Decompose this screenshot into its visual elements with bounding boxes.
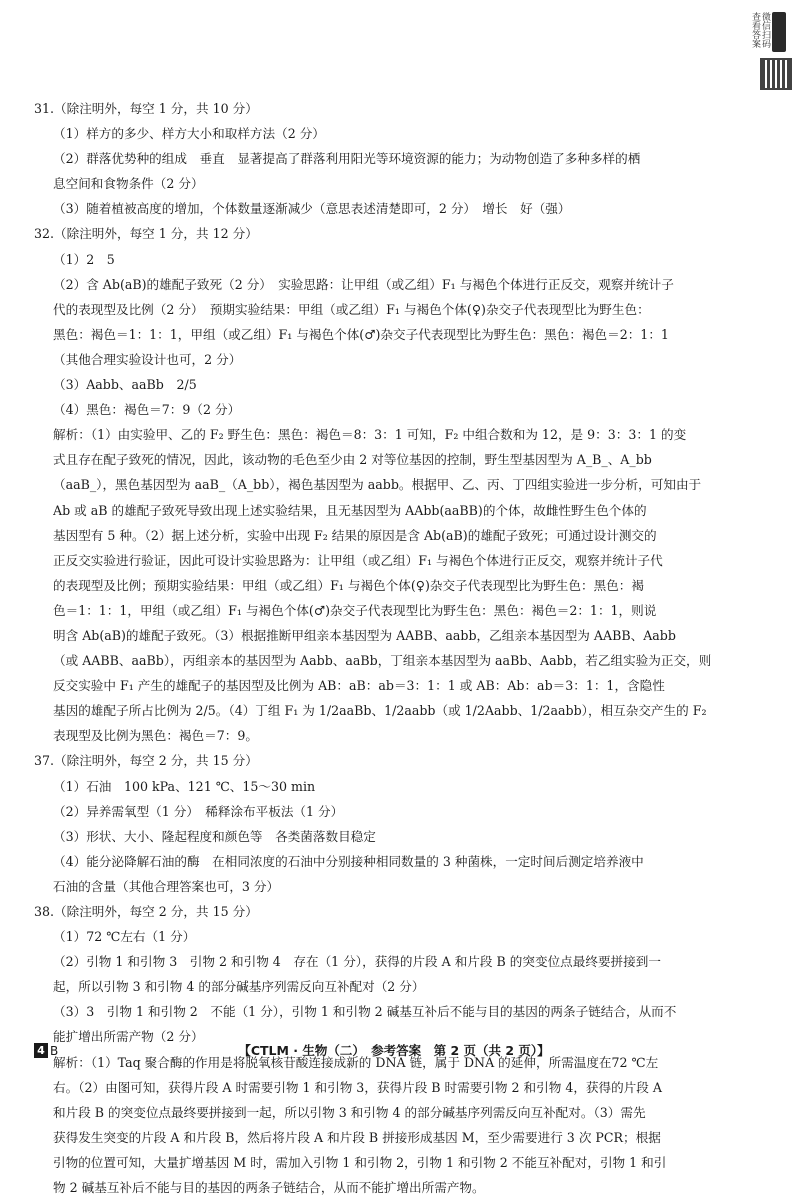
answer-line: 反交实验中 F₁ 产生的雄配子的基因型及比例为 AB：aB：ab＝3：1：1 或 AB：Ab：ab＝3：1：1，含隐性: [53, 678, 665, 694]
answer-line: （3）3 引物 1 和引物 2 不能（1 分），引物 1 和引物 2 碱基互补后不能与目的基因的两条子链结合，从而不: [53, 1004, 677, 1020]
answer-line: （3）随着植被高度的增加，个体数量逐渐减少（意思表述清楚即可，2 分） 增长 好（强）: [53, 201, 571, 217]
answer-line: （1）2 5: [53, 251, 115, 267]
answer-line: （1）72 ℃左右（1 分）: [53, 929, 196, 945]
answer-line: 表现型及比例为黑色：褐色＝7：9。: [53, 728, 258, 744]
page-info: 【CTLM · 生物（二） 参考答案 第 2 页（共 2 页）】: [238, 1043, 550, 1058]
answer-line: 解析：（1）由实验甲、乙的 F₂ 野生色：黑色：褐色＝8：3：1 可知，F₂ 中组合数和为 12，是 9：3：3：1 的变: [53, 427, 687, 443]
qr-caption: 微信扫码查看答案: [750, 12, 770, 48]
answer-line: 物 2 碱基互补后不能与目的基因的两条子链结合，从而不能扩增出所需产物。: [53, 1180, 485, 1196]
question-heading: 31.（除注明外，每空 1 分，共 10 分）: [34, 101, 258, 116]
question-heading: 37.（除注明外，每空 2 分，共 15 分）: [34, 753, 258, 769]
answer-line: 获得发生突变的片段 A 和片段 B，然后将片段 A 和片段 B 拼接形成基因 M，至少需要进行 3 次 PCR；根据: [53, 1129, 661, 1145]
answer-line: 解析：（1）Taq 聚合酶的作用是将脱氧核苷酸连接成新的 DNA 链，属于 DNA 的延伸，所需温度在72 ℃左: [53, 1054, 659, 1070]
answer-line: Ab 或 aB 的雄配子致死导致出现上述实验结果，且无基因型为 AAbb(aaBB)的个体，故雌性野生色个体的: [53, 502, 647, 518]
qr-code-icon[interactable]: [760, 58, 792, 90]
answer-line: （4）能分泌降解石油的酶 在相同浓度的石油中分别接种相同数量的 3 种菌株，一定时间后测定培养液中: [53, 853, 644, 869]
answer-line: 和片段 B 的突变位点最终要拼接到一起，所以引物 3 和引物 4 的部分碱基序列需反向互补配对。（3）需先: [53, 1104, 646, 1120]
question-heading: 38.（除注明外，每空 2 分，共 15 分）: [34, 904, 258, 919]
version-badge: 4: [34, 1043, 48, 1058]
answer-line: 息空间和食物条件（2 分）: [53, 176, 204, 192]
answer-line: 代的表现型及比例（2 分） 预期实验结果：甲组（或乙组）F₁ 与褐色个体(♀)杂交子代表现型比为野生色：: [53, 301, 650, 317]
answer-line: 起，所以引物 3 和引物 4 的部分碱基序列需反向互补配对（2 分）: [53, 979, 425, 995]
answer-line: 式且存在配子致死的情况，因此，该动物的毛色至少由 2 对等位基因的控制，野生型基因型为 A_B_、A_bb: [53, 452, 652, 468]
answer-line: 正反交实验进行验证，因此可设计实验思路为：让甲组（或乙组）F₁ 与褐色个体进行正反交，观察并统计子代: [53, 552, 663, 568]
answer-line: （1）石油 100 kPa、121 ℃、15～30 min: [53, 778, 316, 794]
qr-badge[interactable]: [750, 12, 790, 102]
answer-line: （4）黑色：褐色＝7：9（2 分）: [53, 402, 241, 418]
answer-line: （1）样方的多少、样方大小和取样方法（2 分）: [53, 126, 325, 142]
question-heading: 32.（除注明外，每空 1 分，共 12 分）: [34, 226, 258, 242]
answer-line: 基因的雄配子所占比例为 2/5。（4）丁组 F₁ 为 1/2aaBb、1/2aabb（或 1/2Aabb、1/2aabb），相互杂交产生的 F₂: [53, 703, 707, 719]
brand-logo: [772, 12, 786, 52]
answer-line: （3）Aabb、aaBb 2/5: [53, 377, 197, 393]
answer-line: 石油的含量（其他合理答案也可，3 分）: [53, 878, 280, 894]
answer-line: 右。（2）由图可知，获得片段 A 时需要引物 1 和引物 3，获得片段 B 时需要引物 2 和引物 4，获得的片段 A: [53, 1079, 662, 1095]
answer-line: （2）引物 1 和引物 3 引物 2 和引物 4 存在（1 分），获得的片段 A 和片段 B 的突变位点最终要拼接到一: [53, 954, 661, 970]
answer-line: 引物的位置可知，大量扩增基因 M 时，需加入引物 1 和引物 2，引物 1 和引物 2 不能互补配对，引物 1 和引: [53, 1154, 667, 1170]
answer-line: （或 AABB、aaBb），丙组亲本的基因型为 Aabb、aaBb，丁组亲本基因型为 aaBb、Aabb，若乙组实验为正交，则: [53, 653, 712, 669]
answer-line: 能扩增出所需产物（2 分）: [53, 1029, 204, 1045]
answer-line: （2）含 Ab(aB)的雄配子致死（2 分） 实验思路：让甲组（或乙组）F₁ 与褐色个体进行正反交，观察并统计子: [53, 276, 674, 292]
answer-line: （aaB_），黑色基因型为 aaB_（A_bb），褐色基因型为 aabb。根据甲、乙、丙、丁四组实验进一步分析，可知由于: [53, 477, 702, 493]
answer-line: （其他合理实验设计也可，2 分）: [53, 351, 242, 367]
answer-line: （3）形状、大小、隆起程度和颜色等 各类菌落数目稳定: [53, 828, 376, 844]
answer-line: 的表现型及比例；预期实验结果：甲组（或乙组）F₁ 与褐色个体(♀)杂交子代表现型比为野生色：黑色：褐: [53, 577, 644, 593]
answer-line: （2）异养需氧型（1 分） 稀释涂布平板法（1 分）: [53, 803, 344, 819]
version-suffix: B: [50, 1044, 59, 1058]
answer-line: 黑色：褐色＝1：1：1，甲组（或乙组）F₁ 与褐色个体(♂)杂交子代表现型比为野生色：黑色：褐色＝2：1：1: [53, 326, 669, 342]
answer-line: 明含 Ab(aB)的雄配子致死。（3）根据推断甲组亲本基因型为 AABB、aabb，乙组亲本基因型为 AABB、Aabb: [53, 627, 676, 643]
answer-content: [34, 96, 746, 1200]
page-footer: [34, 1041, 746, 1061]
answer-line: 基因型有 5 种。（2）据上述分析，实验中出现 F₂ 结果的原因是含 Ab(aB)的雄配子致死；可通过设计测交的: [53, 527, 657, 543]
answer-line: （2）群落优势种的组成 垂直 显著提高了群落利用阳光等环境资源的能力；为动物创造了多种多样的栖: [53, 151, 641, 167]
answer-line: 色＝1：1：1，甲组（或乙组）F₁ 与褐色个体(♂)杂交子代表现型比为野生色：黑色：褐色＝2：1：1，则说: [53, 602, 657, 618]
